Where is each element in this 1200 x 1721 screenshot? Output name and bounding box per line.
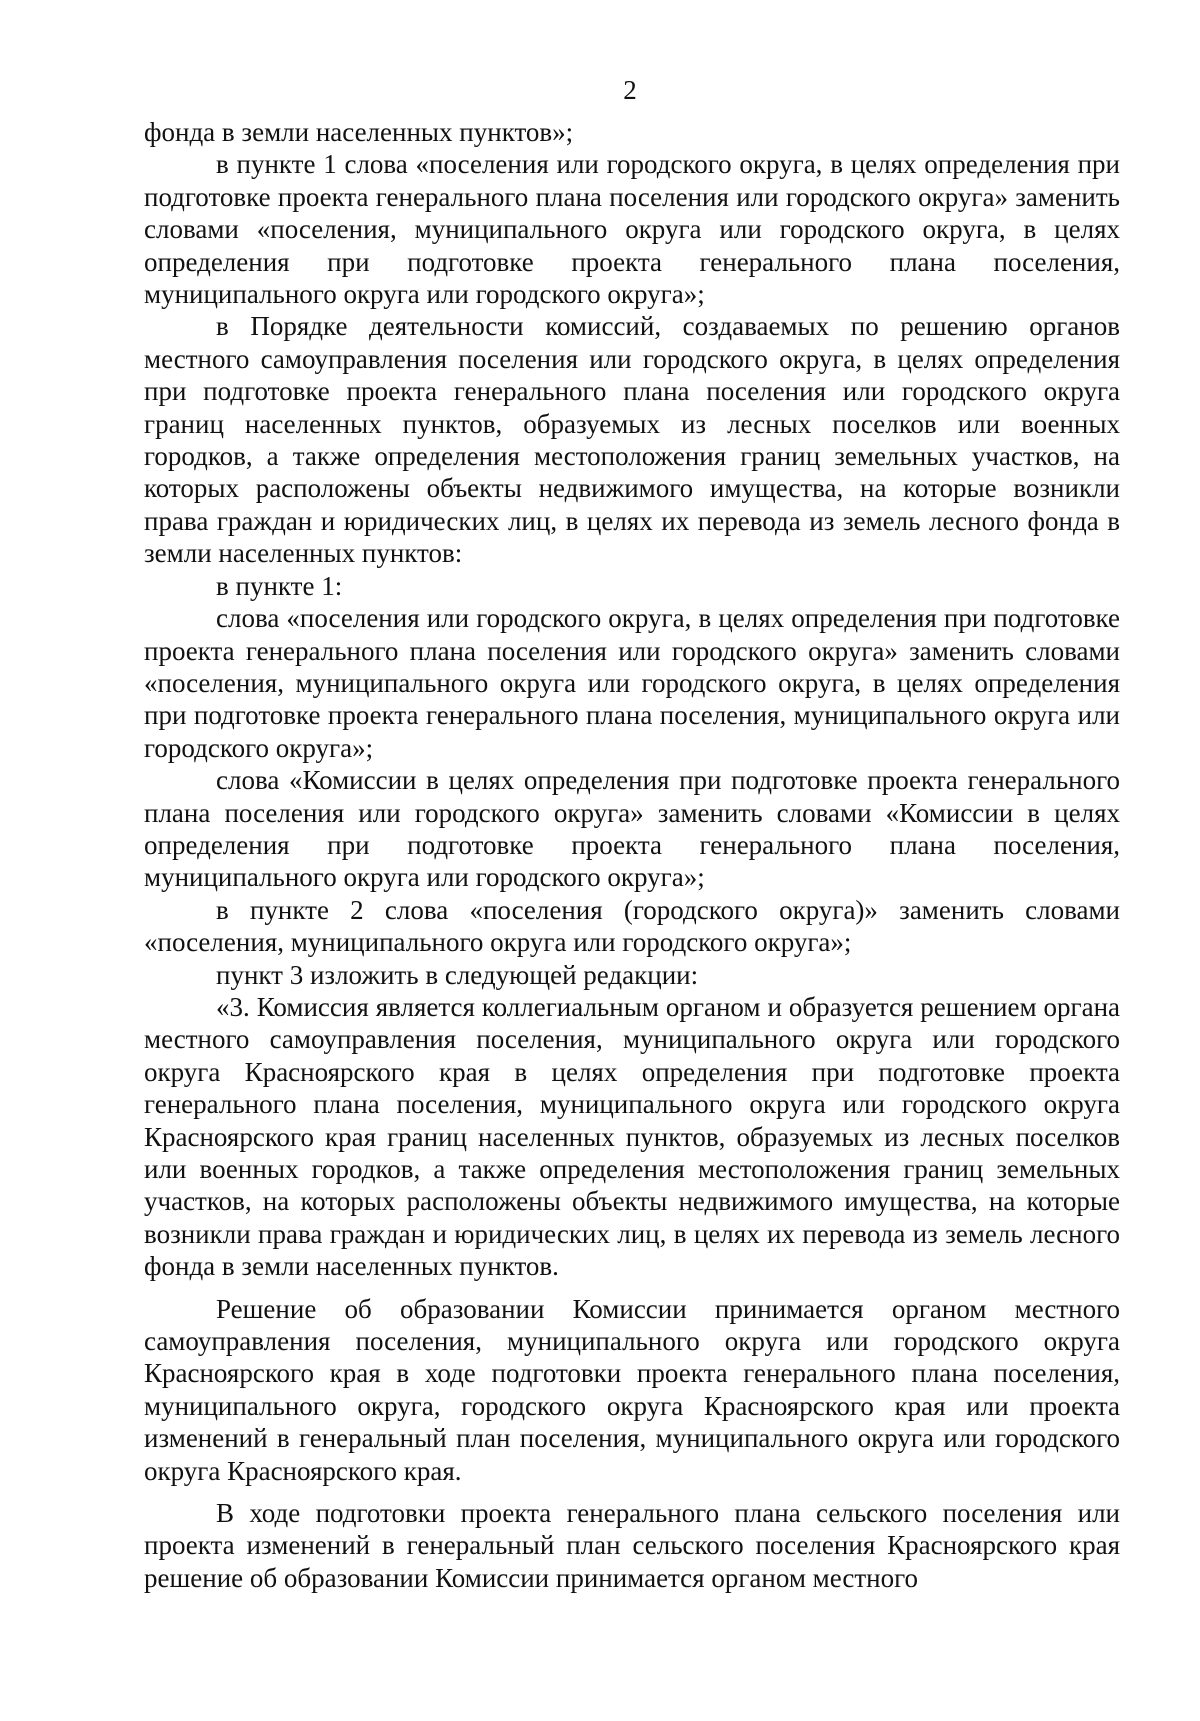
paragraph: в пункте 1: xyxy=(216,570,343,601)
paragraph: в Порядке деятельности комиссий, создаваемых по решению органов местного самоуправления поселения или городского округа, в целях определения при подготовке проекта генерального плана поселения или городского округа границ населенных пунктов, образуемых из лесных поселков или военных городков, а также определения местоположения границ земельных участков, на которых расположены объекты недвижимого имущества, на которые возникли права граждан и юридических лиц, в целях их перевода из земель лесного фонда в земли населенных пунктов: xyxy=(144,311,1120,569)
document-body xyxy=(144,116,1120,1594)
paragraph: фонда в земли населенных пунктов»; xyxy=(144,117,574,147)
paragraph: в пункте 1 слова «поселения или городского округа, в целях определения при подготовке проекта генерального плана поселения или городского округа» заменить словами «поселения, муниципального округа или городского округа, в целях определения при подготовке проекта генерального плана поселения, муниципального округа или городского округа»; xyxy=(144,149,1120,310)
paragraph: слова «Комиссии в целях определения при подготовке проекта генерального плана поселения или городского округа» заменить словами «Комиссии в целях определения при подготовке проекта генерального плана поселения, муниципального округа или городского округа»; xyxy=(144,765,1120,893)
page-number: 2 xyxy=(623,75,637,105)
paragraph: пункт 3 изложить в следующей редакции: xyxy=(216,959,699,990)
paragraph: Решение об образовании Комиссии принимается органом местного самоуправления поселения, муниципального округа или городского округа Красноярского края в ходе подготовки проекта генерального плана поселения, муниципального округа, городского округа Красноярского края или проекта изменений в генеральный план поселения, муниципального округа или городского округа Красноярского края. xyxy=(144,1293,1120,1486)
paragraph: В ходе подготовки проекта генерального плана сельского поселения или проекта изменений в генеральный план сельского поселения Красноярского края решение об образовании Комиссии принимается органом местного xyxy=(144,1498,1120,1593)
paragraph: «3. Комиссия является коллегиальным органом и образуется решением органа местного самоуправления поселения, муниципального округа или городского округа Красноярского края в целях определения при подготовке проекта генерального плана поселения, муниципального округа или городского округа Красноярского края границ населенных пунктов, образуемых из лесных поселков или военных городков, а также определения местоположения границ земельных участков, на которых расположены объекты недвижимого имущества, на которые возникли права граждан и юридических лиц, в целях их перевода из земель лесного фонда в земли населенных пунктов. xyxy=(144,991,1120,1282)
paragraph: слова «поселения или городского округа, в целях определения при подготовке проекта генерального плана поселения или городского округа» заменить словами «поселения, муниципального округа или городского округа, в целях определения при подготовке проекта генерального плана поселения, муниципального округа или городского округа»; xyxy=(144,603,1120,763)
paragraph: в пункте 2 слова «поселения (городского округа)» заменить словами «поселения, муниципального округа или городского округа»; xyxy=(144,894,1120,958)
